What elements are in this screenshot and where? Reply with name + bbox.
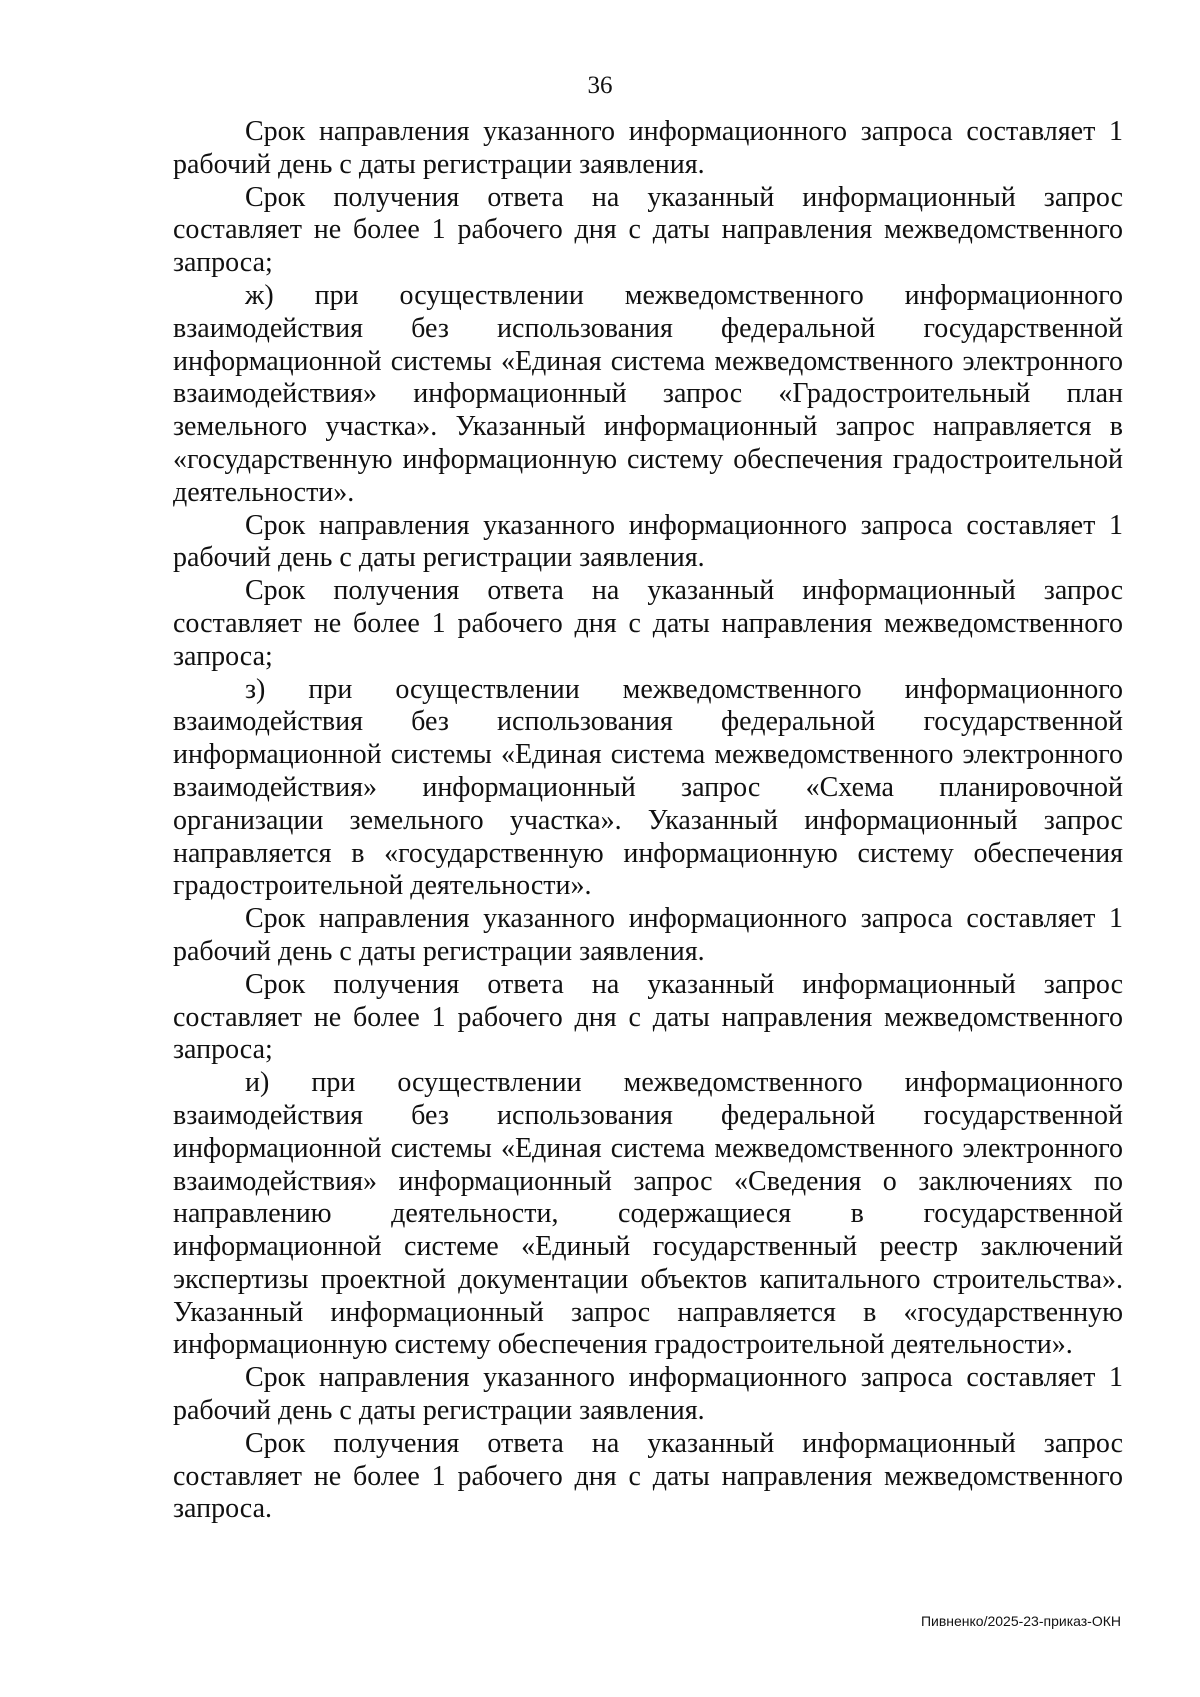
- document-body: [173, 116, 1123, 1526]
- paragraph: Срок получения ответа на указанный информационный запрос составляет не более 1 рабочего дня с даты направления межведомственного запроса;: [173, 181, 1123, 279]
- paragraph: Срок направления указанного информационного запроса составляет 1 рабочий день с даты регистрации заявления.: [173, 903, 1123, 967]
- paragraph: Срок получения ответа на указанный информационный запрос составляет не более 1 рабочего дня с даты направления межведомственного запроса;: [173, 575, 1123, 672]
- paragraph: Срок направления указанного информационного запроса составляет 1 рабочий день с даты регистрации заявления.: [173, 509, 1123, 574]
- document-reference: Пивненко/2025-23-приказ-ОКН: [920, 1613, 1121, 1629]
- page-number: 36: [587, 72, 613, 99]
- paragraph-item-i: и) при осуществлении межведомственного информационного взаимодействия без использования федеральной государственной информационной системы «Единая система межведомственного электронного взаимодействия» информационный запрос «Сведения о заключениях по направлению деятельности, содержащиеся в государственной информационной системе «Единый государственный реестр заключений экспертизы проектной документации объектов капитального строительства». Указанный информационный запрос направляется в «государственную информационную систему обеспечения градостроительной деятельности».: [173, 1067, 1123, 1361]
- paragraph: Срок направления указанного информационного запроса составляет 1 рабочий день с даты регистрации заявления.: [173, 116, 1123, 180]
- paragraph: Срок получения ответа на указанный информационный запрос составляет не более 1 рабочего дня с даты направления межведомственного запроса.: [173, 1427, 1123, 1525]
- paragraph-item-z: з) при осуществлении межведомственного информационного взаимодействия без использования федеральной государственной информационной системы «Единая система межведомственного электронного взаимодействия» информационный запрос «Схема планировочной организации земельного участка». Указанный информационный запрос направляется в «государственную информационную систему обеспечения градостроительной деятельности».: [173, 673, 1123, 902]
- paragraph: Срок направления указанного информационного запроса составляет 1 рабочий день с даты регистрации заявления.: [173, 1362, 1123, 1427]
- paragraph: Срок получения ответа на указанный информационный запрос составляет не более 1 рабочего дня с даты направления межведомственного запроса;: [173, 968, 1123, 1066]
- paragraph-item-zh: ж) при осуществлении межведомственного информационного взаимодействия без использования федеральной государственной информационной системы «Единая система межведомственного электронного взаимодействия» информационный запрос «Градостроительный план земельного участка». Указанный информационный запрос направляется в «государственную информационную систему обеспечения градостроительной деятельности».: [173, 279, 1123, 508]
